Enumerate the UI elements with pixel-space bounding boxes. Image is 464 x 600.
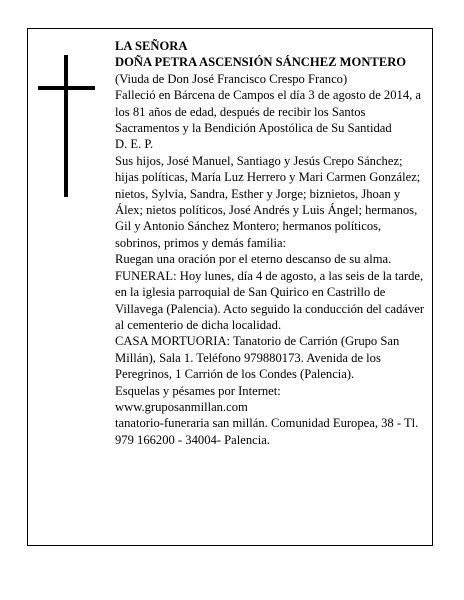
rip-line: D. E. P.	[115, 137, 154, 152]
cross-vertical-bar	[64, 55, 68, 197]
website-link[interactable]: www.gruposanmillan.com	[115, 399, 248, 414]
death-info: Falleció en Bárcena de Campos el día 3 de agosto de 2014, a los 81 años de edad, después de recibir los Santos Sacramentos y la Bendición Apostólica de Su Santidad	[115, 88, 422, 136]
funeral-info: FUNERAL: Hoy lunes, día 4 de agosto, a las seis de la tarde, en la iglesia parroquial de San Quirico en Castrillo de Villavega (Palencia). Acto seguido la conducción del cadáver al cementerio de dicha localidad.	[115, 268, 425, 332]
cross-horizontal-bar	[38, 86, 95, 90]
funeral-home-info: tanatorio-funeraria san millán. Comunidad Europea, 38 - Tl. 979 166200 - 34004- Palencia.	[115, 416, 419, 447]
family-list: Sus hijos, José Manuel, Santiago y Jesús Crepo Sánchez; hijas políticas, María Luz Herrero y Mari Carmen González; nietos, Sylvia, Sandra, Esther y Jorge; biznietos, Jhoan y Álex; nietos políticos, José Andrés y Luis Ángel; hermanos, Gil y Antonio Sánchez Montero; hermanos políticos, sobrinos, primos y demás familia:	[115, 153, 421, 250]
deceased-name: DOÑA PETRA ASCENSIÓN SÁNCHEZ MONTERO	[115, 55, 407, 70]
mortuary-info: CASA MORTUORIA: Tanatorio de Carrión (Grupo San Millán), Sala 1. Teléfono 979880173. Avenida de los Peregrinos, 1 Carrión de los Condes (Palencia).	[115, 334, 400, 382]
widow-of-line: (Viuda de Don José Francisco Crespo Franco)	[115, 71, 348, 86]
prayer-request: Ruegan una oración por el eterno descanso de su alma.	[115, 252, 392, 267]
obituary-text	[115, 38, 426, 448]
internet-label: Esquelas y pésames por Internet:	[115, 383, 281, 398]
heading-line-1: LA SEÑORA	[115, 39, 188, 53]
